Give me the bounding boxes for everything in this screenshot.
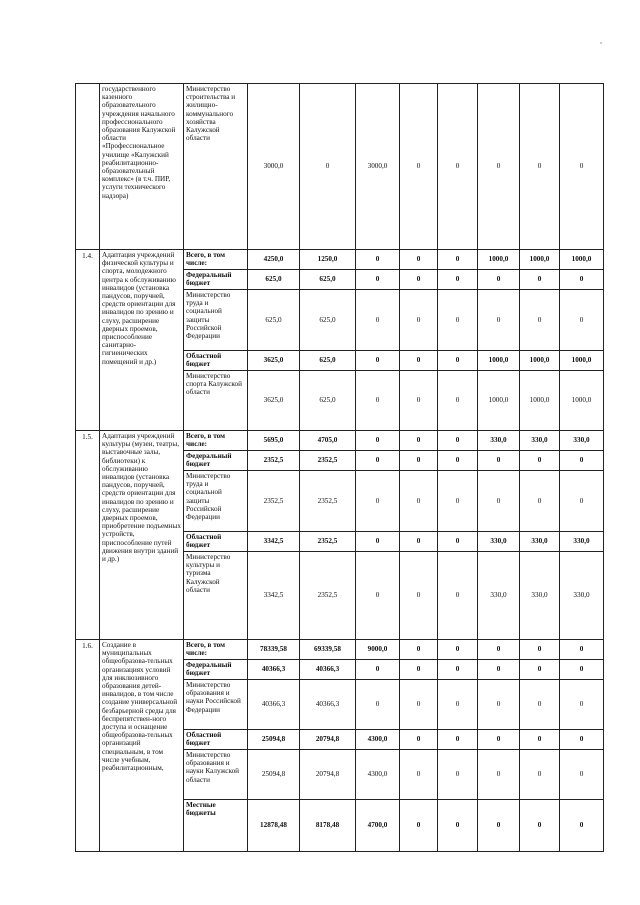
year-value: 0 — [478, 84, 520, 250]
year-value: 0 — [438, 290, 478, 351]
table-row — [76, 431, 604, 451]
funding-source: Министерство образования и науки Российской Федерации — [184, 680, 248, 730]
year-value: 0 — [438, 800, 478, 852]
funding-source: Федеральный бюджет — [184, 451, 248, 471]
year-value: 1000,0 — [478, 371, 520, 431]
total-value: 25094,8 — [248, 730, 300, 750]
year-value: 0 — [560, 660, 604, 680]
year-value: 0 — [356, 451, 400, 471]
total-value: 12878,48 — [248, 800, 300, 852]
year-value: 0 — [400, 532, 438, 552]
year-value: 0 — [356, 431, 400, 451]
funding-source: Областной бюджет — [184, 730, 248, 750]
funding-source: Министерство труда и социальной защиты Российской Федерации — [184, 471, 248, 532]
total-value: 5695,0 — [248, 431, 300, 451]
total-value: 625,0 — [248, 290, 300, 351]
year-value: 0 — [478, 660, 520, 680]
year-value: 0 — [520, 660, 560, 680]
year-value: 330,0 — [560, 552, 604, 640]
year-value: 0 — [478, 800, 520, 852]
year-value: 0 — [560, 84, 604, 250]
year-value: 4300,0 — [356, 730, 400, 750]
year-value: 330,0 — [560, 532, 604, 552]
year-value: 0 — [438, 84, 478, 250]
year-value: 625,0 — [300, 290, 356, 351]
year-value: 0 — [438, 371, 478, 431]
budget-table — [75, 83, 604, 852]
year-value: 0 — [438, 451, 478, 471]
year-value: 0 — [560, 270, 604, 290]
year-value: 1000,0 — [520, 351, 560, 371]
year-value: 1000,0 — [478, 250, 520, 270]
year-value: 330,0 — [478, 552, 520, 640]
year-value: 0 — [356, 290, 400, 351]
year-value: 0 — [356, 660, 400, 680]
year-value: 4705,0 — [300, 431, 356, 451]
year-value: 0 — [478, 750, 520, 800]
year-value: 1000,0 — [520, 371, 560, 431]
year-value: 0 — [520, 800, 560, 852]
year-value: 0 — [520, 84, 560, 250]
item-number: 1.6. — [76, 640, 100, 852]
year-value: 0 — [400, 800, 438, 852]
funding-source: Областной бюджет — [184, 532, 248, 552]
year-value: 40366,3 — [300, 680, 356, 730]
year-value: 0 — [478, 680, 520, 730]
year-value: 0 — [520, 640, 560, 660]
year-value: 330,0 — [520, 552, 560, 640]
funding-source: Областной бюджет — [184, 351, 248, 371]
total-value: 3625,0 — [248, 351, 300, 371]
total-value: 2352,5 — [248, 471, 300, 532]
item-description: Адаптация учреждений культуры (музеи, театры, выставочные залы, библиотеки) к обслуживанию инвалидов (установка пандусов, поручней, средств ориентации для инвалидов по зрению и слуху, расширение дверных проемов, приобретение подъемных устройств, приспособление путей движения внутри зданий и др.) — [100, 431, 184, 640]
year-value: 0 — [400, 371, 438, 431]
year-value: 4700,0 — [356, 800, 400, 852]
total-value: 78339,58 — [248, 640, 300, 660]
year-value: 330,0 — [478, 431, 520, 451]
year-value: 0 — [356, 250, 400, 270]
funding-source: Министерство труда и социальной защиты Российской Федерации — [184, 290, 248, 351]
year-value: 0 — [520, 451, 560, 471]
year-value: 0 — [400, 680, 438, 730]
year-value: 0 — [400, 640, 438, 660]
year-value: 0 — [560, 471, 604, 532]
year-value: 625,0 — [300, 351, 356, 371]
year-value: 330,0 — [520, 532, 560, 552]
year-value: 0 — [438, 680, 478, 730]
year-value: 2352,5 — [300, 471, 356, 532]
year-value: 9000,0 — [356, 640, 400, 660]
year-value: 0 — [560, 800, 604, 852]
funding-source: Министерство спорта Калужской области — [184, 371, 248, 431]
funding-source: Всего, в том числе: — [184, 640, 248, 660]
year-value: 0 — [356, 552, 400, 640]
year-value: 0 — [478, 471, 520, 532]
year-value: 0 — [400, 351, 438, 371]
year-value: 0 — [356, 532, 400, 552]
item-description: государственного казенного образовательного учреждения начального профессионального образования Калужской области «Профессиональное училище «Калужский реабилитационно-образовательный комплекс» (в т.ч. ПИР, услуги технического надзора) — [100, 84, 184, 250]
year-value: 1000,0 — [560, 371, 604, 431]
year-value: 0 — [400, 750, 438, 800]
year-value: 0 — [400, 250, 438, 270]
year-value: 0 — [400, 290, 438, 351]
year-value: 40366,3 — [300, 660, 356, 680]
table-row — [76, 640, 604, 660]
total-value: 3342,5 — [248, 532, 300, 552]
year-value: 0 — [400, 552, 438, 640]
year-value: 0 — [478, 640, 520, 660]
year-value: 0 — [438, 750, 478, 800]
funding-source: Министерство культуры и туризма Калужской области — [184, 552, 248, 640]
year-value: 0 — [520, 680, 560, 730]
year-value: 0 — [400, 270, 438, 290]
funding-source: Министерство образования и науки Калужской области — [184, 750, 248, 800]
year-value: 20794,8 — [300, 730, 356, 750]
year-value: 0 — [560, 640, 604, 660]
total-value: 3342,5 — [248, 552, 300, 640]
year-value: 0 — [438, 532, 478, 552]
year-value: 0 — [438, 250, 478, 270]
year-value: 1000,0 — [520, 250, 560, 270]
year-value: 0 — [400, 660, 438, 680]
total-value: 2352,5 — [248, 451, 300, 471]
year-value: 0 — [438, 552, 478, 640]
year-value: 0 — [560, 290, 604, 351]
funding-source: Всего, в том числе: — [184, 250, 248, 270]
year-value: 0 — [478, 270, 520, 290]
funding-source: Всего, в том числе: — [184, 431, 248, 451]
year-value: 0 — [438, 270, 478, 290]
year-value: 69339,58 — [300, 640, 356, 660]
year-value: 2352,5 — [300, 552, 356, 640]
year-value: 0 — [438, 640, 478, 660]
item-number: 1.5. — [76, 431, 100, 640]
item-number — [76, 84, 100, 250]
total-value: 25094,8 — [248, 750, 300, 800]
year-value: 2352,5 — [300, 532, 356, 552]
total-value: 3625,0 — [248, 371, 300, 431]
year-value: 1000,0 — [560, 351, 604, 371]
year-value: 0 — [438, 471, 478, 532]
year-value: 0 — [438, 660, 478, 680]
funding-source: Министерство строительства и жилищно-коммунального хозяйства Калужской области — [184, 84, 248, 250]
year-value: 0 — [520, 471, 560, 532]
year-value: 330,0 — [520, 431, 560, 451]
total-value: 40366,3 — [248, 680, 300, 730]
table-row — [76, 250, 604, 270]
year-value: 1000,0 — [478, 351, 520, 371]
year-value: 4300,0 — [356, 750, 400, 800]
year-value: 0 — [520, 290, 560, 351]
year-value: 0 — [400, 451, 438, 471]
year-value: 0 — [438, 351, 478, 371]
year-value: 625,0 — [300, 371, 356, 431]
total-value: 40366,3 — [248, 660, 300, 680]
year-value: 0 — [400, 730, 438, 750]
year-value: 0 — [560, 750, 604, 800]
year-value: 20794,8 — [300, 750, 356, 800]
total-value: 3000,0 — [248, 84, 300, 250]
year-value: 0 — [400, 431, 438, 451]
year-value: 1250,0 — [300, 250, 356, 270]
year-value: 0 — [356, 351, 400, 371]
year-value: 330,0 — [560, 431, 604, 451]
year-value: 1000,0 — [560, 250, 604, 270]
year-value: 0 — [400, 84, 438, 250]
year-value: 0 — [478, 451, 520, 471]
funding-source: Федеральный бюджет — [184, 660, 248, 680]
year-value: 0 — [520, 730, 560, 750]
year-value: 0 — [520, 750, 560, 800]
year-value: 0 — [356, 471, 400, 532]
item-number: 1.4. — [76, 250, 100, 431]
year-value: 0 — [438, 431, 478, 451]
year-value: 0 — [438, 730, 478, 750]
year-value: 0 — [356, 371, 400, 431]
funding-source: Федеральный бюджет — [184, 270, 248, 290]
year-value: 0 — [520, 270, 560, 290]
year-value: 0 — [400, 471, 438, 532]
year-value: 0 — [560, 451, 604, 471]
year-value: 0 — [300, 84, 356, 250]
funding-source: Местные бюджеты — [184, 800, 248, 852]
scan-speck — [600, 42, 602, 44]
table-row — [76, 84, 604, 250]
year-value: 8178,48 — [300, 800, 356, 852]
year-value: 0 — [356, 680, 400, 730]
year-value: 330,0 — [478, 532, 520, 552]
item-description: Создание в муниципальных общеобразова-тельных организациях условий для инклюзивного образования детей-инвалидов, в том числе создание универсальной безбарьерной среды для беспрепятствен-ного доступа и оснащение общеобразова-тельных организаций специальным, в том числе учебным, реабилитационным, — [100, 640, 184, 852]
year-value: 3000,0 — [356, 84, 400, 250]
year-value: 2352,5 — [300, 451, 356, 471]
year-value: 0 — [356, 270, 400, 290]
year-value: 0 — [478, 730, 520, 750]
year-value: 0 — [560, 680, 604, 730]
year-value: 0 — [560, 730, 604, 750]
item-description: Адаптация учреждений физической культуры и спорта, молодежного центра к обслуживанию инвалидов (установка пандусов, поручней, средств ориентации для инвалидов по зрению и слуху, расширение дверных проемов, приспособление санитарно-гигиенических помещений и др.) — [100, 250, 184, 431]
total-value: 4250,0 — [248, 250, 300, 270]
year-value: 625,0 — [300, 270, 356, 290]
total-value: 625,0 — [248, 270, 300, 290]
year-value: 0 — [478, 290, 520, 351]
